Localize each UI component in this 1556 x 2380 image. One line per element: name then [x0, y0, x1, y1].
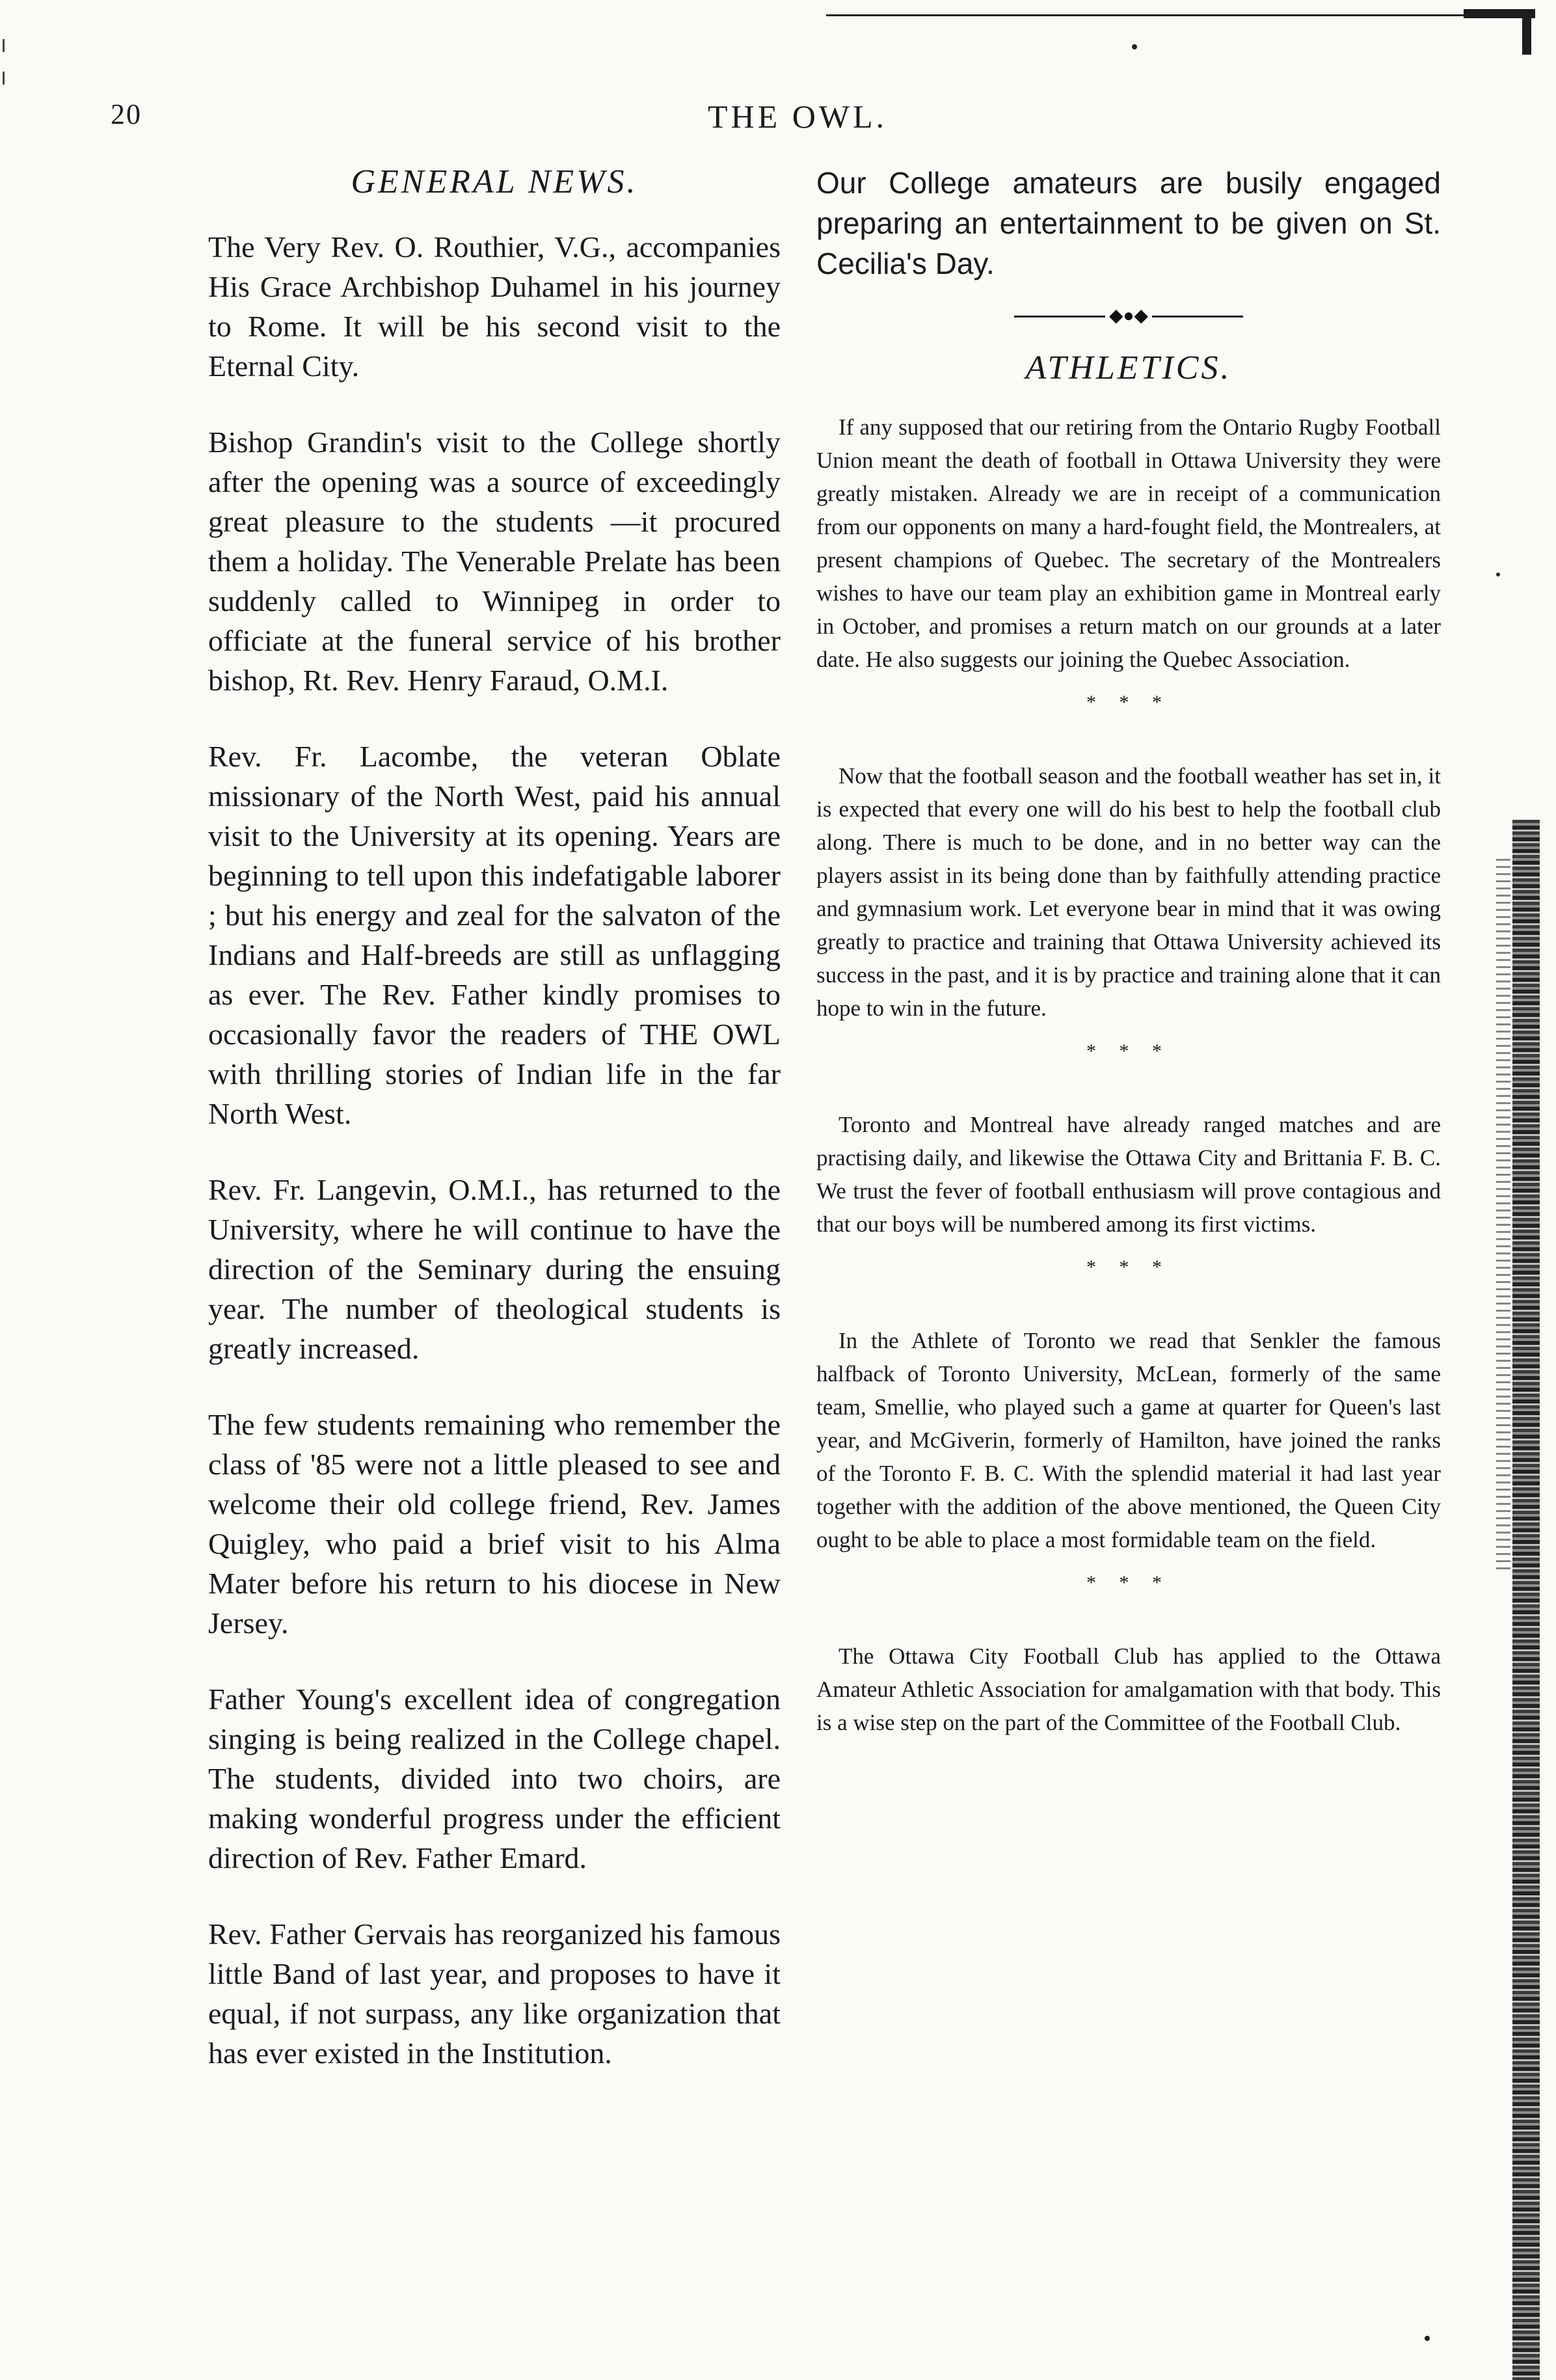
news-paragraph: The Very Rev. O. Routhier, V.G., accompanies His Grace Archbishop Duhamel in his journey to Rome. It will be his second visit to the Eternal City. — [208, 230, 781, 383]
news-paragraph: Rev. Fr. Lacombe, the veteran Oblate missionary of the North West, paid his annual visit to the University at its opening. Years are beginning to tell upon this indefatigable laborer ; but his energy and zeal for the salvaton of the Indians and Half-breeds are still as unflagging as ever. The Rev. Father kindly promises to occasionally favor the readers of THE OWL with thrilling stories of Indian life in the far North West. — [208, 740, 781, 1130]
news-paragraph: Father Young's excellent idea of congregation singing is being realized in the College chapel. The students, divided into two choirs, are making wonderful progress under the efficient direction of Rev. Father Emard. — [208, 1683, 781, 1874]
divider-line — [1152, 316, 1243, 318]
athletics-paragraph: If any supposed that our retiring from the Ontario Rugby Football Union meant the death of football in Ottawa University they were greatly mistaken. Already we are in receipt of a communication from our opponents on many a hard-fought field, the Montrealers, at present champions of Quebec. The secretary of the Montrealers wishes to have our team play an exhibition game in Montreal early in October, and promises a return match on our grounds at a later date. He also suggests our joining the Quebec Association. — [816, 414, 1441, 672]
print-speck — [1496, 573, 1500, 576]
news-paragraph: The few students remaining who remember the class of '85 were not a little pleased to see and welcome their old college friend, Rev. James Quigley, who paid a brief visit to his Alma Mater before his return to his diocese in New Jersey. — [208, 1408, 781, 1640]
news-paragraph: Rev. Fr. Langevin, O.M.I., has returned to the University, where he will continue to have the direction of the Seminary during the ensuing year. The number of theological students is greatly increased. — [208, 1173, 781, 1365]
scan-margin-noise — [1496, 859, 1510, 1575]
asterism-text: * * * — [1086, 1572, 1171, 1593]
edge-mark — [3, 39, 5, 52]
amateurs-paragraph: Our College amateurs are busily engaged preparing an entertainment to be given on St. Cecilia's Day. — [816, 166, 1441, 280]
general-news-title: GENERAL NEWS. — [351, 163, 638, 200]
divider-ornament-icon: ◆●◆ — [1109, 306, 1148, 326]
top-border-rule — [826, 14, 1535, 16]
print-speck — [1425, 2336, 1430, 2341]
asterism-text: * * * — [1086, 1256, 1171, 1278]
running-title: THE OWL. — [708, 98, 888, 135]
left-column — [208, 163, 781, 2109]
asterism-text: * * * — [1086, 692, 1171, 713]
asterism-divider — [816, 1040, 1441, 1062]
edge-mark — [3, 72, 5, 85]
asterism-divider — [816, 1256, 1441, 1278]
scan-margin-strip — [1512, 820, 1540, 2380]
news-paragraph: Rev. Father Gervais has reorganized his famous little Band of last year, and proposes to have it equal, if not surpass, any like organization that has ever existed in the Institution. — [208, 1917, 781, 2070]
athletics-paragraph: In the Athlete of Toronto we read that Senkler the famous halfback of Toronto University, McLean, formerly of the same team, Smellie, who played such a game at quarter for Queen's last year, and McGiverin, formerly of Hamilton, have joined the ranks of the Toronto F. B. C. With the splendid material it had last year together with the addition of the above mentioned, the Queen City ought to be able to place a most formidable team on the field. — [816, 1328, 1441, 1552]
asterism-divider — [816, 1572, 1441, 1593]
page-header — [0, 98, 1556, 143]
section-divider — [816, 307, 1441, 325]
right-column — [816, 163, 1441, 1757]
athletics-paragraph: Toronto and Montreal have already ranged matches and are practising daily, and likewise the Ottawa City and Brittania F. B. C. We trust the fever of football enthusiasm will prove contagious and that our boys will be numbered among its first victims. — [816, 1112, 1441, 1237]
print-speck — [1132, 44, 1137, 49]
divider-line — [1014, 316, 1105, 318]
asterism-divider — [816, 694, 1441, 711]
asterism-text: * * * — [1086, 1040, 1171, 1062]
news-paragraph: Bishop Grandin's visit to the College shortly after the opening was a source of exceedingly great pleasure to the students —it procured them a holiday. The Venerable Prelate has been suddenly called to Winnipeg in order to officiate at the funeral service of his brother bishop, Rt. Rev. Henry Faraud, O.M.I. — [208, 426, 781, 697]
athletics-title: ATHLETICS. — [1025, 349, 1232, 386]
athletics-paragraph: The Ottawa City Football Club has applied to the Ottawa Amateur Athletic Association for amalgamation with that body. This is a wise step on the part of the Committee of the Football Club. — [816, 1643, 1441, 1735]
athletics-paragraph: Now that the football season and the football weather has set in, it is expected that every one will do his best to help the football club along. There is much to be done, and in no better way can the players assist in its being done than by faithfully attending practice and gymnasium work. Let everyone bear in mind that it was owing greatly to practice and training that Ottawa University achieved its success in the past, and it is by practice and training alone that it can hope to win in the future. — [816, 763, 1441, 1021]
top-border-hook — [1522, 9, 1531, 55]
page-number: 20 — [111, 98, 142, 130]
